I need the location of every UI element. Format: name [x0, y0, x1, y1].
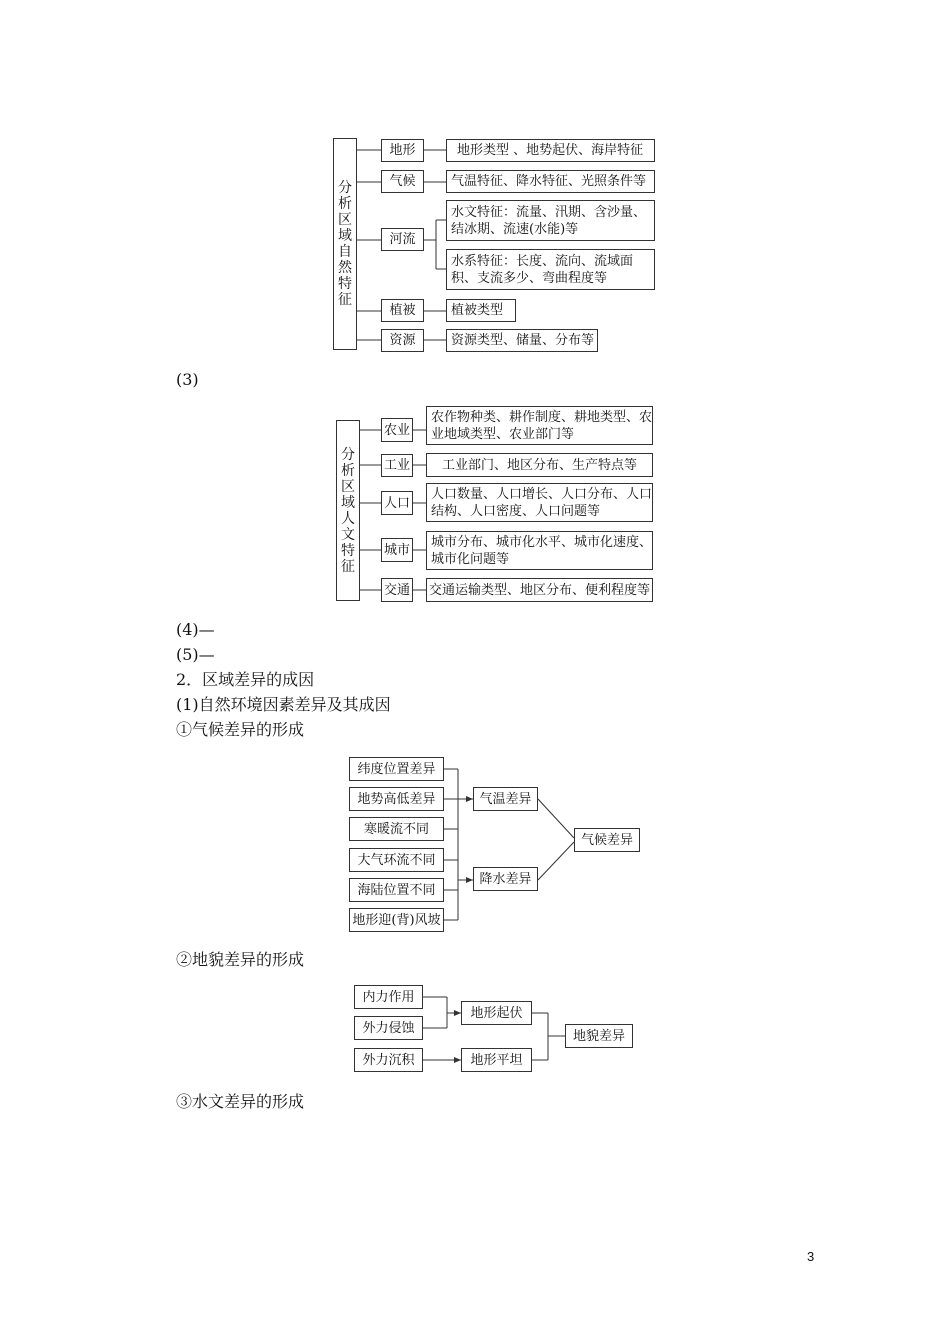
precipitation-difference: 降水差异 — [473, 867, 538, 891]
factor-climate: 气候 — [381, 170, 424, 193]
detail-transport: 交通运输类型、地区分布、便利程度等 — [426, 578, 653, 602]
detail-river-hydrology: 水文特征：流量、汛期、含沙量、结冰期、流速(水能)等 — [446, 200, 655, 241]
cause-internal-force: 内力作用 — [354, 985, 423, 1009]
cause-land-sea: 海陆位置不同 — [349, 878, 444, 902]
subheading-natural-causes: (1)自然环境因素差异及其成因 — [176, 695, 391, 714]
page-number: 3 — [807, 1249, 815, 1264]
factor-landform: 地形 — [381, 139, 424, 162]
landform-difference: 地貌差异 — [565, 1024, 633, 1048]
label-5: (5)— — [176, 645, 215, 664]
detail-vegetation: 植被类型 — [446, 299, 516, 322]
factor-agriculture: 农业 — [381, 418, 413, 442]
cause-external-deposition: 外力沉积 — [354, 1048, 423, 1072]
terrain-relief: 地形起伏 — [461, 1001, 532, 1025]
heading-climate-formation: ①气候差异的形成 — [176, 720, 305, 739]
factor-vegetation: 植被 — [381, 299, 424, 322]
detail-population: 人口数量、人口增长、人口分布、人口结构、人口密度、人口问题等 — [426, 483, 653, 522]
detail-resources: 资源类型、储量、分布等 — [446, 329, 598, 352]
factor-transport: 交通 — [381, 578, 413, 602]
root-box-human: 分析区域人文特征 — [336, 420, 360, 601]
cause-elevation: 地势高低差异 — [349, 787, 444, 811]
factor-city: 城市 — [381, 538, 413, 562]
label-3: (3) — [176, 370, 199, 389]
cause-latitude: 纬度位置差异 — [349, 757, 444, 781]
cause-external-erosion: 外力侵蚀 — [354, 1016, 423, 1040]
factor-population: 人口 — [381, 491, 413, 515]
factor-resources: 资源 — [381, 329, 424, 352]
heading-landform-formation: ②地貌差异的形成 — [176, 950, 305, 969]
factor-industry: 工业 — [381, 454, 413, 477]
terrain-flat: 地形平坦 — [461, 1048, 532, 1072]
root-box-natural: 分析区域自然特征 — [333, 138, 357, 350]
detail-agriculture: 农作物种类、耕作制度、耕地类型、农业地域类型、农业部门等 — [426, 406, 653, 445]
detail-river-system: 水系特征：长度、流向、流域面积、支流多少、弯曲程度等 — [446, 249, 655, 290]
detail-city: 城市分布、城市化水平、城市化速度、城市化问题等 — [426, 531, 653, 570]
label-4: (4)— — [176, 620, 215, 639]
section-heading-2: 2．区域差异的成因 — [176, 670, 315, 689]
heading-hydrology-formation: ③水文差异的形成 — [176, 1092, 305, 1111]
detail-climate: 气温特征、降水特征、光照条件等 — [446, 170, 655, 193]
detail-landform: 地形类型 、地势起伏、海岸特征 — [446, 139, 655, 162]
detail-industry: 工业部门、地区分布、生产特点等 — [426, 453, 653, 477]
factor-river: 河流 — [381, 228, 424, 251]
cause-windward-slope: 地形迎(背)风坡 — [349, 908, 444, 932]
cause-circulation: 大气环流不同 — [349, 848, 444, 872]
cause-currents: 寒暖流不同 — [349, 817, 444, 841]
temperature-difference: 气温差异 — [473, 787, 538, 811]
climate-difference: 气候差异 — [574, 828, 640, 852]
